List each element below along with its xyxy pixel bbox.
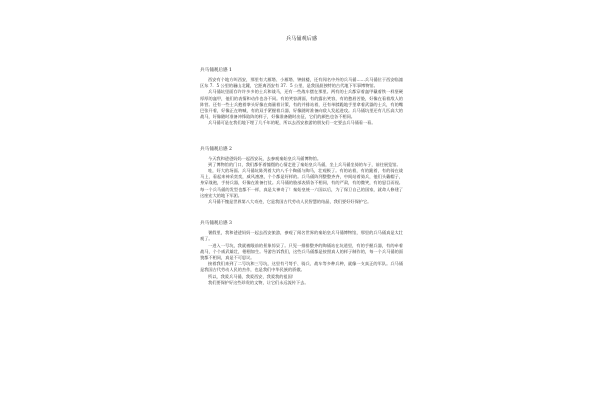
section-2 <box>200 147 403 206</box>
document-title: 兵马俑观后感 <box>285 36 318 42</box>
paragraph: 兵马俑不愧是世界第八大奇迹，它是我国古代劳动人民智慧的结晶，我们要好好保护它。 <box>208 199 372 205</box>
paragraph: 西安有个地方叫西安，那里有大雁塔、小雁塔、钟鼓楼，还有闻名中外的兵马俑……兵马俑位于西安临潼区东 7．5 公里的骊山北麓，它距离西安有 37．5 公里，是我国最独特的古代地下军事博物馆。 <box>200 77 403 89</box>
paragraph: 所以，我爱兵马俑，我爱西安，我爱我的祖国！ <box>208 273 296 279</box>
paragraph: 暑假里，我和爸爸妈妈一起去西安旅游，参观了闻名世界的秦始皇兵马俑博物馆，那里的兵马俑真是太壮观了。 <box>200 230 403 242</box>
paragraph: 接着我们来到了二号坑和三号坑，这里有弓弩手、骑兵、战车等多种兵种，就像一支真正的军队。兵马俑是我国古代劳动人民的杰作，也是我们中华民族的骄傲。 <box>200 261 403 273</box>
paragraph: 今天我和爸爸妈妈一起西安玩，去参观秦始皇兵马俑博物馆。 <box>208 155 322 161</box>
paragraph: 哇，好大的场面。兵马俑坑陈列着大约八千个陶俑与陶马，壮观极了。有的站着，有的跪着，有的骑在战马上，看起来神采奕奕，威风凛凛，个个都是好样的。兵马俑阵列整整齐齐，中间站着骑兵，他们头戴帽子，身穿战袍，手持兵器，好像在准备打仗。兵马俑的脸部表情各不相同，有的严肃，有的微笑，有的怒目而视。每一个兵马俑的发型也都不一样，真是太神奇了！秦始皇统一六国以后，为了保卫自己的国家，就命人修建了这座宏大的地下军团。 <box>200 168 403 198</box>
section-heading: 兵马俑观后感 2 <box>200 146 232 152</box>
section-heading: 兵马俑观后感 1 <box>200 68 232 73</box>
paragraph: 我们要保护好这些珍贵的文物，让它们永远流传下去。 <box>208 279 309 285</box>
section-3 <box>200 221 403 286</box>
paragraph: 到了博物馆的门口，我们都怀着憧憬的心情走进了秦始皇兵马俑，坐上兵马俑坐骑的车子，前往展览馆。 <box>208 161 401 167</box>
section-1 <box>200 68 403 127</box>
section-heading: 兵马俑观后感 3 <box>200 221 232 227</box>
paragraph: 兵马俑可是在我们地下埋了几千年的呢，所以去西安旅游的朋友们一定要去兵马俑看一看。 <box>208 120 376 126</box>
document-body <box>200 36 403 286</box>
paragraph: 一进入一号坑，我就被眼前的景象惊呆了。只见一排排整齐的陶俑站在坑道里，有的手握兵器，有的牵着战马，个个威武雄壮，栩栩如生。导游告诉我们，这些兵马俑都是按照真人的样子制作的，每一个兵马俑的面貌都不相同，真是不可思议。 <box>200 242 403 261</box>
paragraph: 兵马俑坑里面存许许多多的士兵和战马，还有一些战车摆在那里。两有的士兵都穿着盔甲戴着铁一样坚硬厚厚的盔甲，他们的表情和动作也各不同。有的笑容满面，有的露出笑容，有的愁眉苦脸，好像在看着敌人的阵营。还有一些士兵抱着拳头好像在商量着计策，有的并排站着，还有单膝跪地手里拿着武器的士兵，有的嘴巴张开着，好像正在呐喊，有的双手紧握着兵器，好像随时准备向敌人发起进攻。兵马俑坑里还有几匹高大的战马，好像随时准备冲锋陷阵的样子，好像准备随时出征，它们的颜色也各不相同。 <box>200 89 403 120</box>
